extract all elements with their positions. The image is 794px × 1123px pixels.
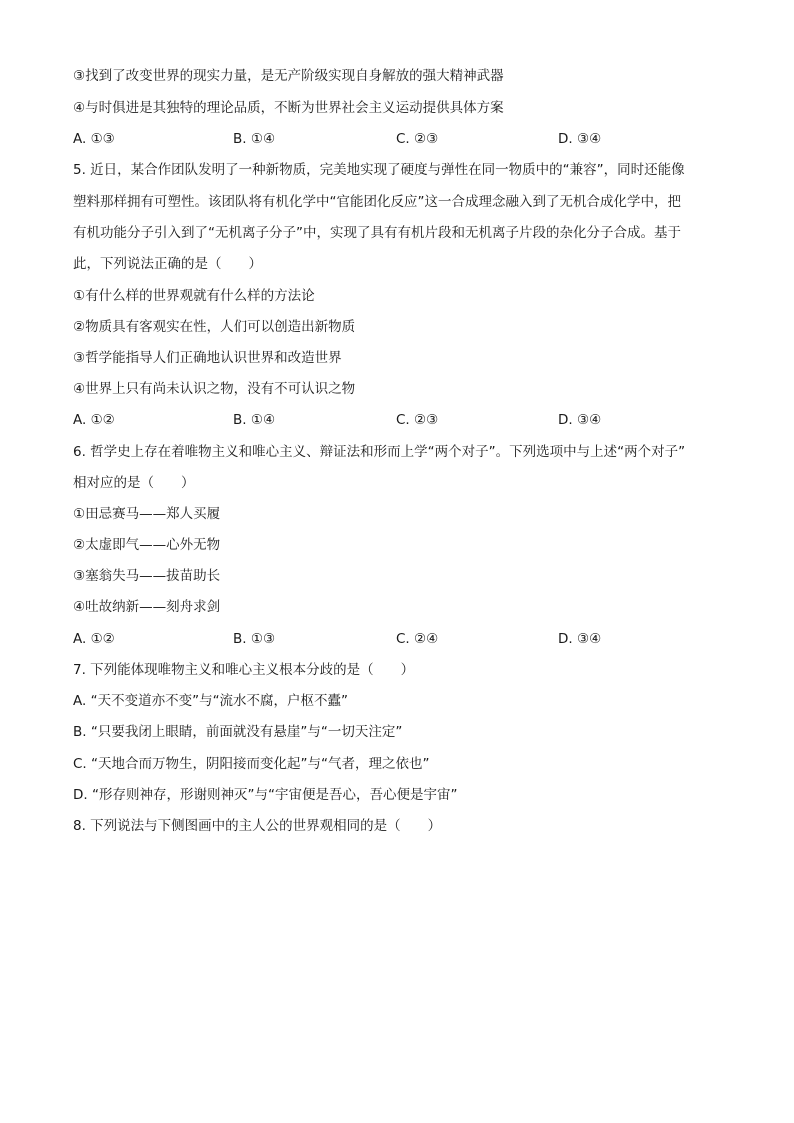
q6-statement-1: ①田忌赛马——郑人买履 bbox=[73, 506, 221, 522]
q6-statement-3: ③塞翁失马——拔苗助长 bbox=[73, 568, 221, 584]
q5-statement-4: ④世界上只有尚未认识之物，没有不可认识之物 bbox=[73, 381, 356, 397]
q7-option-d: D. “形存则神存，形谢则神灭”与“宇宙便是吾心，吾心便是宇宙” bbox=[73, 787, 458, 803]
q7-option-a: A. “天不变道亦不变”与“流水不腐，户枢不蠹” bbox=[73, 693, 349, 709]
q5-stem-line-2: 塑料那样拥有可塑性。该团队将有机化学中“官能团化反应”这一合成理念融入到了无机合成化学中，把 bbox=[73, 194, 681, 210]
q6-option-c: C. ②④ bbox=[396, 631, 439, 647]
q5-stem-line-3: 有机功能分子引入到了“无机离子分子”中，实现了具有有机片段和无机离子片段的杂化分子合成。基于 bbox=[73, 225, 681, 241]
q5-option-c: C. ②③ bbox=[396, 412, 439, 428]
q4-option-c: C. ②③ bbox=[396, 131, 439, 147]
q7-option-c: C. “天地合而万物生，阴阳接而变化起”与“气者，理之依也” bbox=[73, 756, 430, 772]
q4-statement-3: ③找到了改变世界的现实力量，是无产阶级实现自身解放的强大精神武器 bbox=[73, 68, 504, 84]
q6-option-b: B. ①③ bbox=[233, 631, 276, 647]
q6-stem-line-2: 相对应的是（ ） bbox=[73, 475, 195, 491]
q5-stem-line-4: 此，下列说法正确的是（ ） bbox=[73, 256, 262, 272]
q5-option-d: D. ③④ bbox=[558, 412, 602, 428]
q4-option-a: A. ①③ bbox=[73, 131, 115, 147]
q7-stem: 7. 下列能体现唯物主义和唯心主义根本分歧的是（ ） bbox=[73, 662, 415, 678]
q4-statement-4: ④与时俱进是其独特的理论品质，不断为世界社会主义运动提供具体方案 bbox=[73, 100, 504, 116]
q5-statement-2: ②物质具有客观实在性，人们可以创造出新物质 bbox=[73, 319, 356, 335]
q5-option-a: A. ①② bbox=[73, 412, 115, 428]
q6-option-a: A. ①② bbox=[73, 631, 115, 647]
q6-statement-2: ②太虚即气——心外无物 bbox=[73, 537, 221, 553]
q5-option-b: B. ①④ bbox=[233, 412, 276, 428]
q6-options bbox=[73, 630, 733, 648]
q7-option-b: B. “只要我闭上眼睛，前面就没有悬崖”与“一切天注定” bbox=[73, 724, 403, 740]
q6-statement-4: ④吐故纳新——刻舟求剑 bbox=[73, 599, 221, 615]
q8-stem: 8. 下列说法与下侧图画中的主人公的世界观相同的是（ ） bbox=[73, 818, 442, 834]
q5-options bbox=[73, 411, 733, 429]
q6-stem-line-1: 6. 哲学史上存在着唯物主义和唯心主义、辩证法和形而上学“两个对子”。下列选项中与上述“两个对子” bbox=[73, 444, 686, 460]
q6-option-d: D. ③④ bbox=[558, 631, 602, 647]
q4-option-b: B. ①④ bbox=[233, 131, 276, 147]
q5-statement-3: ③哲学能指导人们正确地认识世界和改造世界 bbox=[73, 350, 342, 366]
q5-statement-1: ①有什么样的世界观就有什么样的方法论 bbox=[73, 288, 315, 304]
q4-options bbox=[73, 130, 733, 148]
q4-option-d: D. ③④ bbox=[558, 131, 602, 147]
q5-stem-line-1: 5. 近日，某合作团队发明了一种新物质，完美地实现了硬度与弹性在同一物质中的“兼容”，同时还能像 bbox=[73, 162, 685, 178]
